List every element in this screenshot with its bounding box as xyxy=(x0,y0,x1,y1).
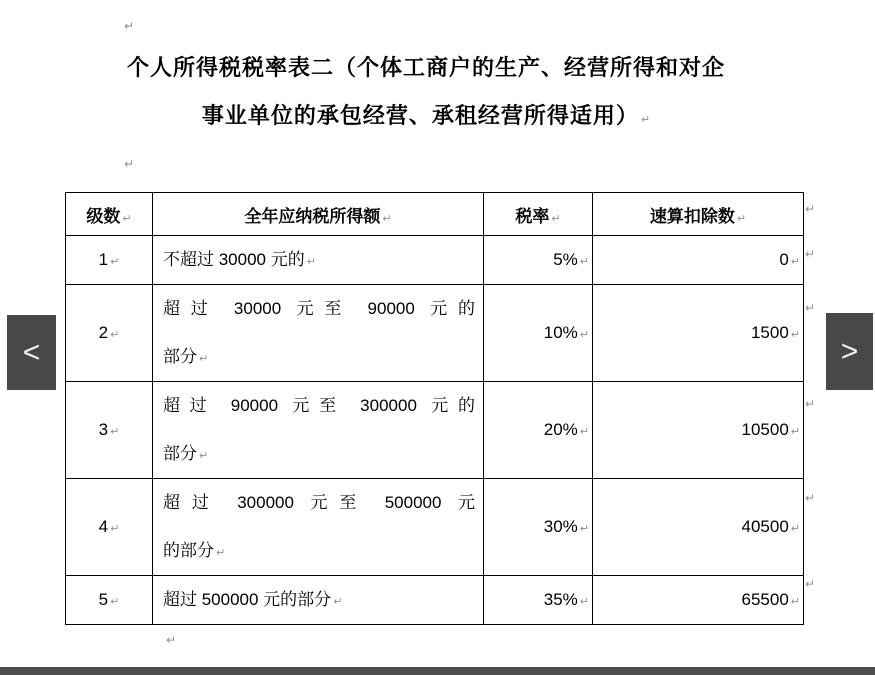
paragraph-mark-icon: ↵ xyxy=(166,633,177,647)
bottom-bar xyxy=(0,667,875,675)
paragraph-mark-icon: ↵ xyxy=(579,595,589,608)
paragraph-mark-icon: ↵ xyxy=(640,113,651,126)
paragraph-mark-icon: ↵ xyxy=(122,211,132,225)
paragraph-mark-icon: ↵ xyxy=(110,255,120,268)
paragraph-mark-icon: ↵ xyxy=(382,211,392,225)
deduction-cell: 1500 ↵ xyxy=(593,285,804,382)
deduction-cell: 0 ↵ xyxy=(593,236,804,285)
rate-cell: 35% ↵ xyxy=(484,576,593,625)
level-cell: 2 ↵ xyxy=(66,285,153,382)
rate-cell: 30% ↵ xyxy=(484,479,593,576)
income-cell: 不超过 30000 元的 ↵ xyxy=(153,236,484,285)
table-row xyxy=(66,236,804,285)
rate-cell: 20% ↵ xyxy=(484,382,593,479)
paragraph-mark-icon: ↵ xyxy=(110,328,120,341)
chevron-left-icon: < xyxy=(22,335,41,369)
paragraph-mark-icon: ↵ xyxy=(790,595,800,608)
paragraph-mark-icon: ↵ xyxy=(736,211,747,225)
rate-cell: 5% ↵ xyxy=(484,236,593,285)
table-header-row xyxy=(66,193,804,236)
paragraph-mark-icon: ↵ xyxy=(805,397,816,411)
next-page-button[interactable] xyxy=(826,313,873,390)
paragraph-mark-icon: ↵ xyxy=(579,425,589,438)
chevron-right-icon: > xyxy=(840,334,859,368)
tax-rate-table xyxy=(65,192,804,625)
paragraph-mark-icon: ↵ xyxy=(110,595,120,608)
rate-cell: 10% ↵ xyxy=(484,285,593,382)
prev-page-button[interactable] xyxy=(7,315,56,390)
paragraph-mark-icon: ↵ xyxy=(579,522,589,535)
paragraph-mark-icon: ↵ xyxy=(805,491,816,505)
level-cell: 5 ↵ xyxy=(66,576,153,625)
header-cell-rate: 税率 ↵ xyxy=(484,193,593,236)
income-cell: 超过 90000 元至 300000 元的 部分 ↵ xyxy=(153,382,484,479)
income-cell: 超过 500000 元的部分 ↵ xyxy=(153,576,484,625)
level-cell: 1 ↵ xyxy=(66,236,153,285)
level-cell: 3 ↵ xyxy=(66,382,153,479)
paragraph-mark-icon: ↵ xyxy=(790,522,800,535)
paragraph-mark-icon: ↵ xyxy=(579,328,589,341)
paragraph-mark-icon: ↵ xyxy=(306,255,316,268)
paragraph-mark-icon: ↵ xyxy=(579,255,589,268)
paragraph-mark-icon: ↵ xyxy=(551,211,561,225)
level-cell: 4 ↵ xyxy=(66,479,153,576)
table-row xyxy=(66,382,804,479)
paragraph-mark-icon: ↵ xyxy=(199,449,209,462)
deduction-cell: 10500 ↵ xyxy=(593,382,804,479)
table-row xyxy=(66,479,804,576)
paragraph-mark-icon: ↵ xyxy=(124,157,135,171)
paragraph-mark-icon: ↵ xyxy=(790,328,800,341)
header-cell-income: 全年应纳税所得额 ↵ xyxy=(153,193,484,236)
paragraph-mark-icon: ↵ xyxy=(805,301,816,315)
deduction-cell: 65500 ↵ xyxy=(593,576,804,625)
paragraph-mark-icon: ↵ xyxy=(216,546,226,559)
paragraph-mark-icon: ↵ xyxy=(805,202,816,216)
page-title-line-1: 个人所得税税率表二（个体工商户的生产、经营所得和对企 xyxy=(126,55,725,80)
paragraph-mark-icon: ↵ xyxy=(790,255,800,268)
paragraph-mark-icon: ↵ xyxy=(333,595,343,608)
header-cell-level: 级数 ↵ xyxy=(66,193,153,236)
paragraph-mark-icon: ↵ xyxy=(110,425,120,438)
paragraph-mark-icon: ↵ xyxy=(110,522,120,535)
paragraph-mark-icon: ↵ xyxy=(790,425,800,438)
paragraph-mark-icon: ↵ xyxy=(805,247,816,261)
paragraph-mark-icon: ↵ xyxy=(124,19,135,33)
page-title-line-2: 事业单位的承包经营、承租经营所得适用） ↵ xyxy=(201,103,651,128)
page-title xyxy=(60,44,792,140)
income-cell: 超过 30000 元至 90000 元的 部分 ↵ xyxy=(153,285,484,382)
income-cell: 超过 300000 元至 500000 元 的部分 ↵ xyxy=(153,479,484,576)
deduction-cell: 40500 ↵ xyxy=(593,479,804,576)
paragraph-mark-icon: ↵ xyxy=(805,577,816,591)
table-row xyxy=(66,576,804,625)
header-cell-deduction: 速算扣除数 ↵ xyxy=(593,193,804,236)
paragraph-mark-icon: ↵ xyxy=(199,352,209,365)
table-row xyxy=(66,285,804,382)
